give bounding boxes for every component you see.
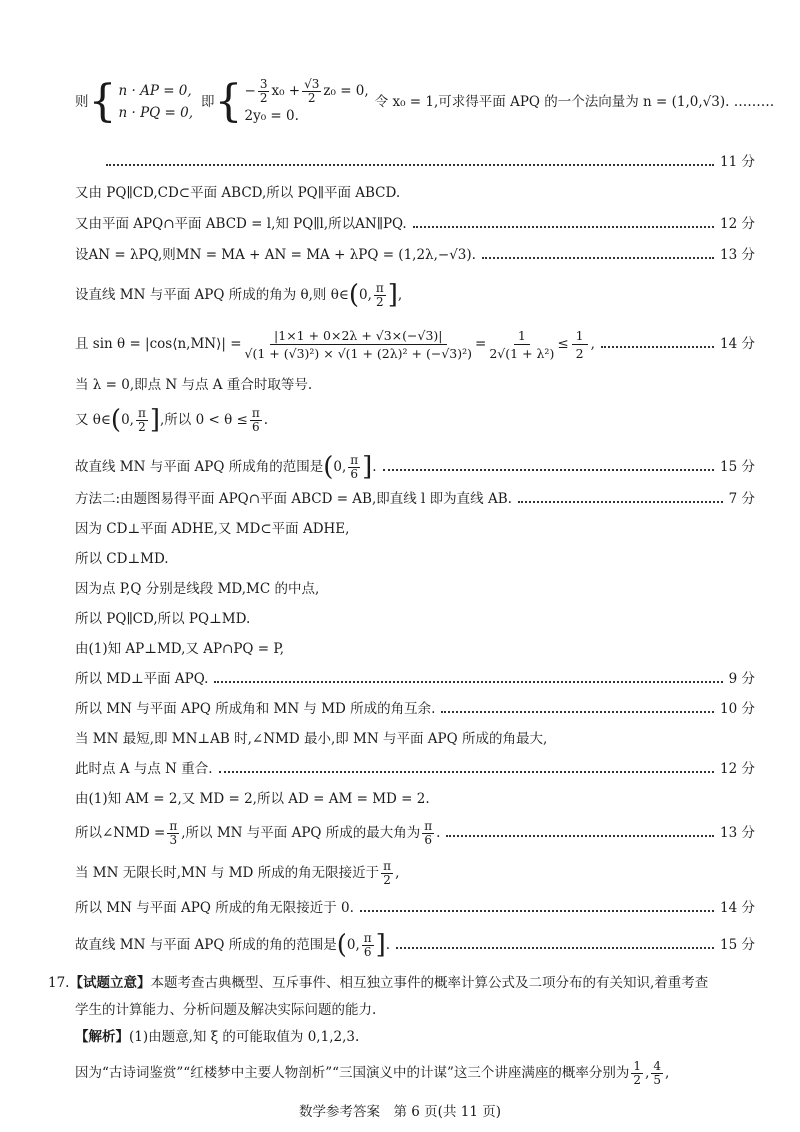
leader-dots <box>360 910 714 912</box>
score-label: 14 分 <box>720 336 755 352</box>
leader-dots <box>518 501 723 503</box>
left-brace: { <box>88 76 117 127</box>
leader-dots <box>482 257 714 259</box>
text-line-14: 因为点 P,Q 分别是线段 MD,MC 的中点, <box>75 581 320 597</box>
equation-4: 2y₀ = 0. <box>244 107 299 124</box>
text-line-24: 所以 MN 与平面 APQ 所成的角无限接近于 0. 14 分 <box>75 900 755 916</box>
leader-dots <box>413 226 714 228</box>
leader-dots <box>601 346 714 348</box>
text-line-22: 所以∠NMD = $\frac{\pi}{3}$ ,所以 MN 与平面 APQ 所成的最大角为 $\frac{\pi}{6}$ . 13 分 <box>75 818 755 847</box>
equation-3: − $\frac{3}{2}$ x₀ + $\frac{√3}{2}$ z₀ = 0, <box>244 76 369 105</box>
text-line-8: 当 λ = 0,即点 N 与点 A 重合时取等号. <box>75 377 313 393</box>
text-line-25: 故直线 MN 与平面 APQ 所成的角的范围是 ( 0, $\frac{\pi}{6}$ ] . 15 分 <box>75 930 755 960</box>
text-then: 则 <box>75 94 89 110</box>
score-label: 11 分 <box>720 154 755 170</box>
equation-2: n · PQ = 0, <box>118 105 193 121</box>
normal-vector-result: 令 x₀ = 1,可求得平面 APQ 的一个法向量为 n = (1,0,√3). ……… <box>374 94 775 110</box>
text-line-5: 设AN = λPQ,则MN = MA + AN = MA + λPQ = (1,2λ,−√3). 13 分 <box>75 247 755 263</box>
q17-intent-line-2: 学生的计算能力、分析问题及解决实际问题的能力. <box>75 1002 377 1018</box>
text-namely: 即 <box>201 94 215 110</box>
text-line-13: 所以 CD⊥MD. <box>75 551 169 567</box>
q17-intent-line-1: 17. 【试题立意】 本题考查古典概型、互斥事件、相互独立事件的概率计算公式及二项分布的有关知识,着重考查 <box>48 975 709 991</box>
text-line-4: 又由平面 APQ∩平面 ABCD = l,知 PQ∥l,所以AN∥PQ. 12 分 <box>75 216 755 232</box>
text-line-12: 因为 CD⊥平面 ADHE,又 MD⊂平面 ADHE, <box>75 521 350 537</box>
text-line-3: 又由 PQ∥CD,CD⊂平面 ABCD,所以 PQ∥平面 ABCD. <box>75 185 401 201</box>
intent-tag: 【试题立意】 <box>69 975 151 991</box>
left-brace-2: { <box>214 76 243 127</box>
equation-1: n · AP = 0, <box>118 83 192 99</box>
q17-analysis-line: 【解析】 (1)由题意,知 ξ 的可能取值为 0,1,2,3. <box>75 1029 360 1045</box>
system-equations-2 <box>245 78 369 127</box>
text-line-20: 此时点 A 与点 N 重合. 12 分 <box>75 761 755 777</box>
system-equations <box>119 80 194 124</box>
q17-probability-line: 因为“古诗词鉴赏”“红楼梦中主要人物剖析”“三国演义中的计谋”这三个讲座满座的概率分别为 $\frac{1}{2}$ , $\frac{4}{5}$ , <box>75 1058 670 1087</box>
text-line-10: 故直线 MN 与平面 APQ 所成角的范围是 ( 0, $\frac{\pi}{6}$ ] . 15 分 <box>75 452 755 482</box>
text-line-6: 设直线 MN 与平面 APQ 所成的角为 θ,则 θ∈ ( 0, $\frac{\pi}{2}$ ] , <box>75 280 403 310</box>
leader-dots <box>396 947 714 949</box>
leader-dots <box>446 835 714 837</box>
leader-dots <box>383 469 714 471</box>
score-label: 15 分 <box>720 459 755 475</box>
leader-dots <box>219 771 714 773</box>
score-label: 13 分 <box>720 247 755 263</box>
score-label: 7 分 <box>728 491 755 507</box>
score-label: 15 分 <box>720 937 755 953</box>
leader-dots <box>106 164 714 166</box>
leader-dots <box>214 681 722 683</box>
normal-vector-system <box>75 76 775 127</box>
score-line-11 <box>100 152 755 172</box>
text-line-15: 所以 PQ∥CD,所以 PQ⊥MD. <box>75 611 251 627</box>
sine-formula-line: 且 sin θ = |cos⟨n,MN⟩| = $\frac{|1\times 1 + 0\times 2\lambda + √3\times(-√3)|}{\text{√(1 + (√3)²) × √(1 + (2λ)² + (−√3)²)}}$ = $\frac{1}{\text{2√(1 + λ²)}}$ ≤ $\frac{1}{2}$ , 14 分 <box>75 327 755 361</box>
score-label: 10 分 <box>720 701 755 717</box>
leader-dots <box>441 711 714 713</box>
question-number: 17. <box>48 975 70 991</box>
score-label: 13 分 <box>720 825 755 841</box>
text-line-23: 当 MN 无限长时,MN 与 MD 所成的角无限接近于 $\frac{\pi}{2}$ , <box>75 858 400 887</box>
page-footer: 数学参考答案 第 6 页(共 11 页) <box>299 1104 501 1120</box>
score-label: 14 分 <box>720 900 755 916</box>
text-line-18: 所以 MN 与平面 APQ 所成角和 MN 与 MD 所成的角互余. 10 分 <box>75 701 755 717</box>
score-label: 12 分 <box>720 216 755 232</box>
cos-fraction: $\frac{|1\times 1 + 0\times 2\lambda + √3\times(-√3)|}{\text{√(1 + (√3)²) × √(1 + (2λ)² + (−√3)²)}}$ <box>244 327 473 361</box>
score-label: 12 分 <box>720 761 755 777</box>
text-line-21: 由(1)知 AM = 2,又 MD = 2,所以 AD = AM = MD = 2. <box>75 791 430 807</box>
text-line-19: 当 MN 最短,即 MN⊥AB 时,∠NMD 最小,即 MN 与平面 APQ 所成的角最大, <box>75 731 548 747</box>
method-two-line: 方法二:由题图易得平面 APQ∩平面 ABCD = AB,即直线 l 即为直线 AB. 7 分 <box>75 491 755 507</box>
text-line-16: 由(1)知 AP⊥MD,又 AP∩PQ = P, <box>75 641 285 657</box>
text-line-17: 所以 MD⊥平面 APQ. 9 分 <box>75 671 755 687</box>
analysis-tag: 【解析】 <box>75 1029 129 1045</box>
score-label: 9 分 <box>728 671 755 687</box>
text-line-9: 又 θ∈ ( 0, $\frac{\pi}{2}$ ] ,所以 0 < θ ≤ $\frac{\pi}{6}$ . <box>75 405 268 435</box>
